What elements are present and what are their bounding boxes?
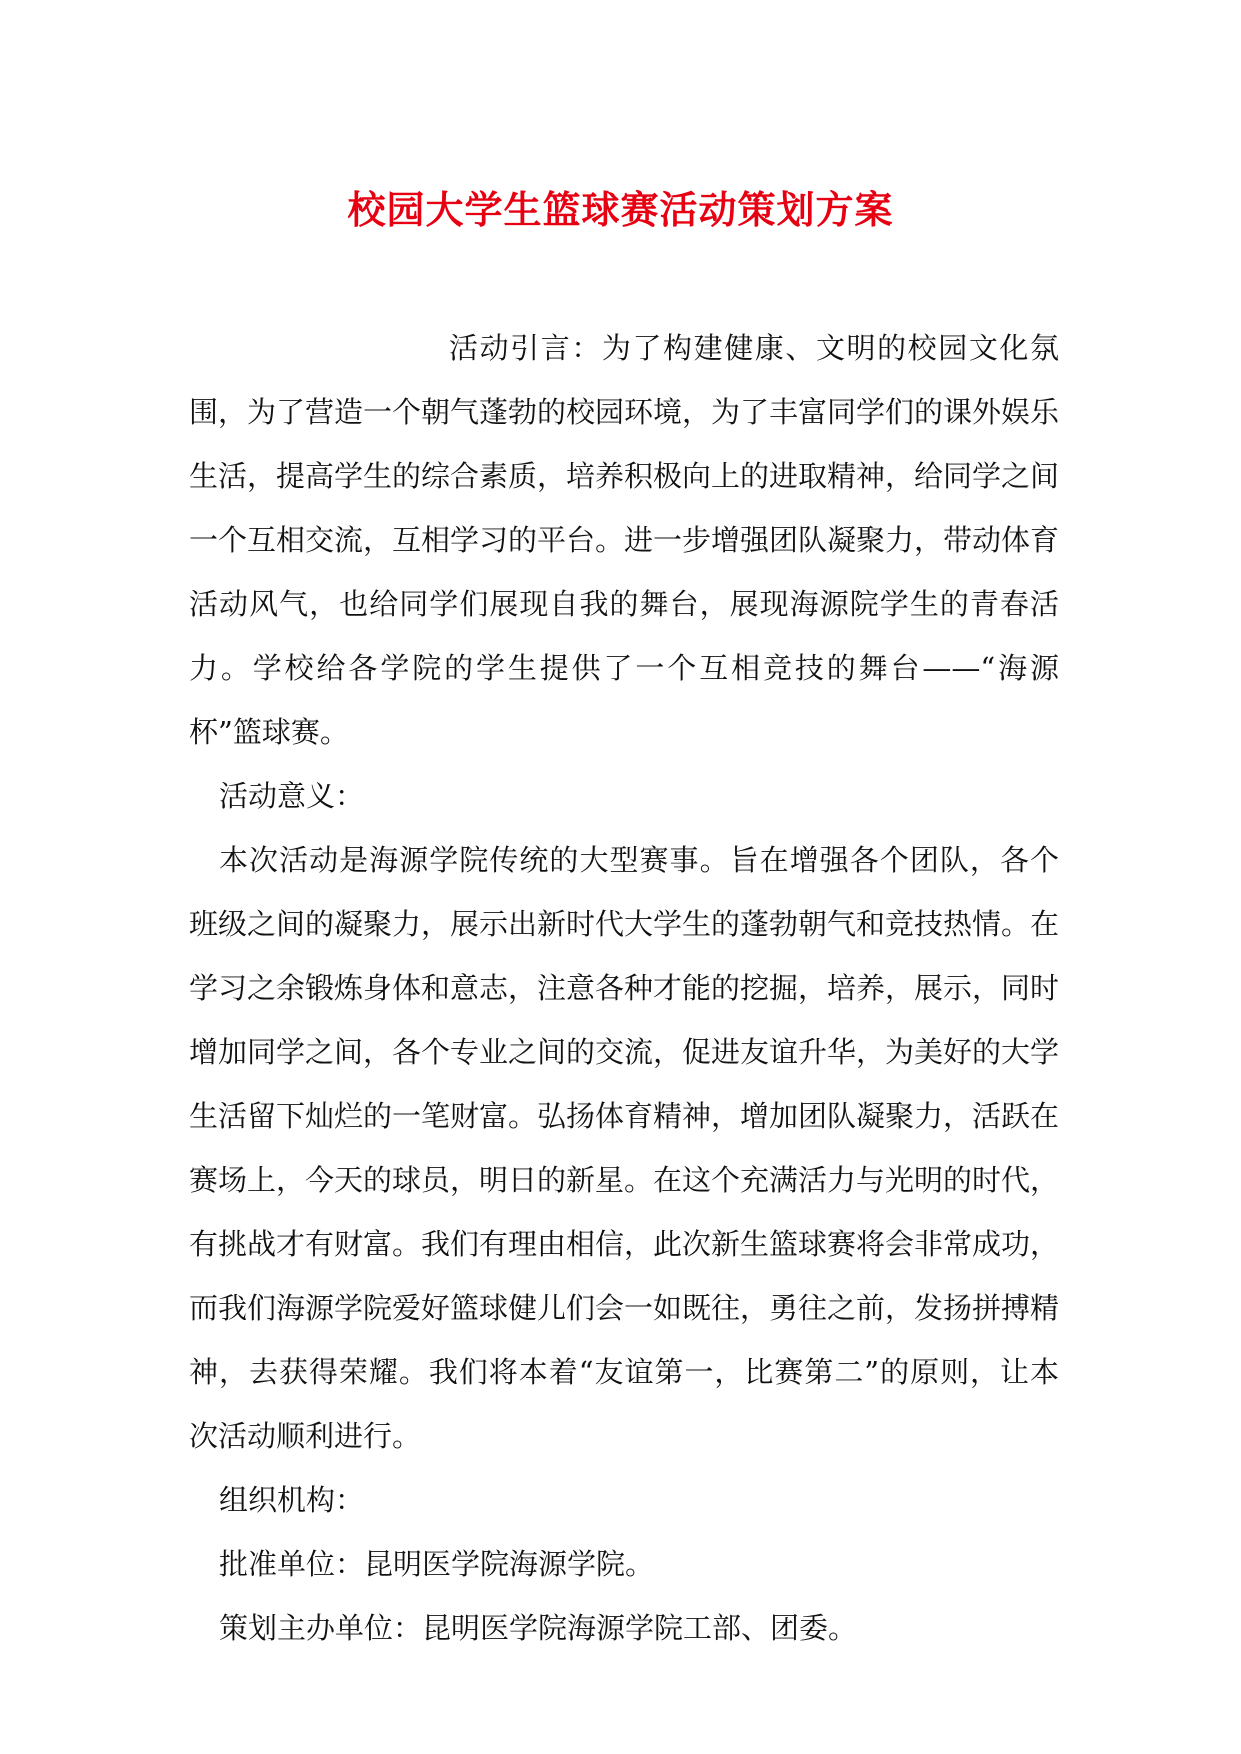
organization-heading: 组织机构： — [219, 1483, 365, 1517]
intro-paragraph: 活动引言：为了构建健康、文明的校园文化氛围，为了营造一个朝气蓬勃的校园环境，为了丰富同学们的课外娱乐生活，提高学生的综合素质，培养积极向上的进取精神，给同学之间一个互相交流，互相学习的平台。进一步增强团队凝聚力，带动体育活动风气，也给同学们展现自我的舞台，展现海源院学生的青春活力。学校给各学院的学生提供了一个互相竞技的舞台——“海源杯”篮球赛。 — [189, 331, 1060, 749]
significance-paragraph: 本次活动是海源学院传统的大型赛事。旨在增强各个团队，各个班级之间的凝聚力，展示出新时代大学生的蓬勃朝气和竞技热情。在学习之余锻炼身体和意志，注意各种才能的挖掘，培养，展示，同时增加同学之间，各个专业之间的交流，促进友谊升华，为美好的大学生活留下灿烂的一笔财富。弘扬体育精神，增加团队凝聚力，活跃在赛场上，今天的球员，明日的新星。在这个充满活力与光明的时代，有挑战才有财富。我们有理由相信，此次新生篮球赛将会非常成功，而我们海源学院爱好篮球健儿们会一如既往，勇往之前，发扬拼搏精神，去获得荣耀。我们将本着“友谊第一，比赛第二”的原则，让本次活动顺利进行。 — [189, 843, 1060, 1453]
organizer-unit: 策划主办单位：昆明医学院海源学院工部、团委。 — [219, 1611, 858, 1645]
document-body — [189, 316, 1059, 1660]
document-title: 校园大学生篮球赛活动策划方案 — [347, 187, 894, 233]
approval-unit: 批准单位：昆明医学院海源学院。 — [219, 1547, 655, 1581]
significance-heading: 活动意义： — [219, 779, 365, 813]
